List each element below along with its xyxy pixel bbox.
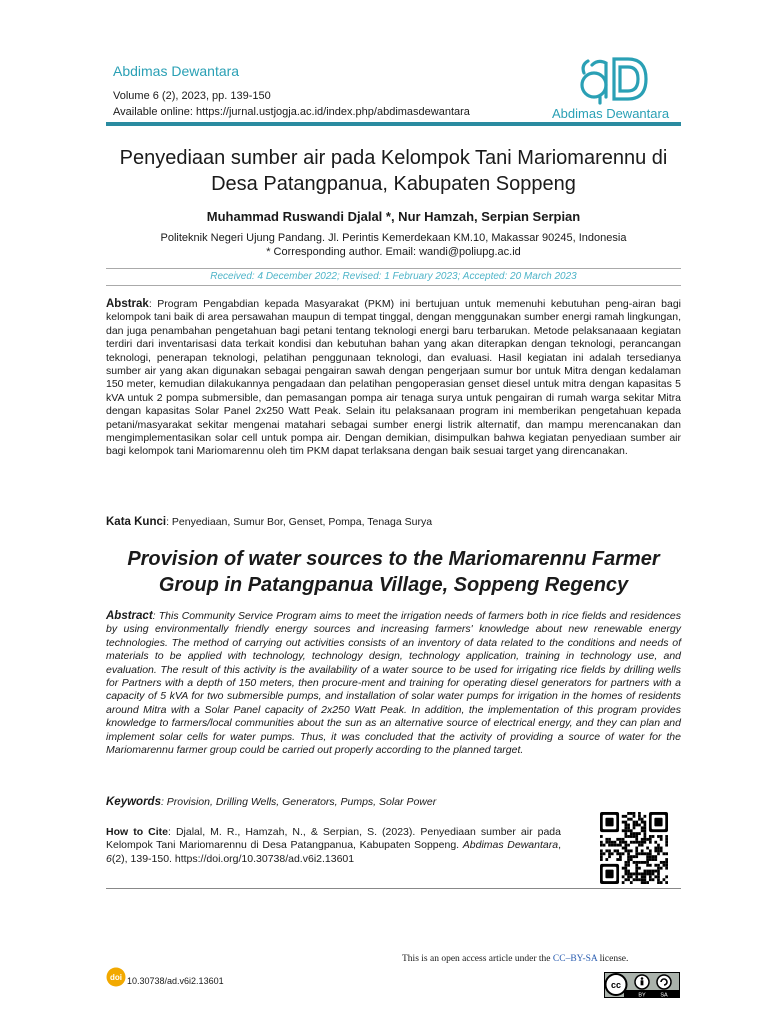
article-title-indonesian: Penyediaan sumber air pada Kelompok Tani Mariomarennu di Desa Patangpanua, Kabupaten Soppeng: [119, 147, 668, 195]
cite-label: How to Cite: [106, 826, 168, 838]
cc-sa-label: SA: [660, 992, 668, 998]
volume-line: Volume 6 (2), 2023, pp. 139-150: [113, 90, 271, 102]
license-link[interactable]: CC–BY-SA: [552, 954, 598, 964]
authors: Muhammad Ruswandi Djalal *, Nur Hamzah, Serpian Serpian: [206, 209, 581, 224]
cc-by-sa-badge-icon[interactable]: [604, 972, 680, 998]
by-person-icon: [641, 977, 644, 980]
cite-volume: 6: [106, 852, 112, 865]
affiliation: Politeknik Negeri Ujung Pandang. Jl. Perintis Kemerdekaan KM.10, Makassar 90245, Indonesia: [160, 232, 627, 244]
header-rule: [106, 122, 681, 126]
license-statement: [402, 954, 628, 964]
kata-kunci-label: Kata Kunci: [106, 516, 167, 528]
abstract-label: Abstract: [106, 610, 153, 622]
logo-text: Abdimas Dewantara: [552, 106, 670, 121]
section-divider: [106, 888, 681, 889]
journal-name: Abdimas Dewantara: [113, 63, 240, 79]
cite-journal: Abdimas Dewantara: [462, 839, 559, 852]
cite-sep: ,: [558, 839, 561, 852]
license-suffix: license.: [597, 954, 629, 964]
cc-text-icon: cc: [610, 980, 622, 990]
how-to-cite: [106, 826, 561, 866]
abstrak-label: Abstrak: [106, 298, 149, 310]
corresponding-author: * Corresponding author. Email: wandi@poliupg.ac.id: [266, 246, 521, 258]
article-title-english: Provision of water sources to the Mariomarennu Farmer Group in Patangpanua Village, Soppeng Regency: [127, 548, 660, 596]
keywords-text: : Provision, Drilling Wells, Generators, Pumps, Solar Power: [160, 796, 437, 808]
online-url[interactable]: Available online: https://jurnal.ustjogja.ac.id/index.php/abdimasdewantara: [113, 106, 470, 118]
abstrak-text: : Program Pengabdian kepada Masyarakat (PKM) ini bertujuan untuk memenuhi kebutuhan peng-airan bagi kelompok tani baik di area persawahan maupun di tempat tinggal, dengan menggunakan sumber energi ramah lingkungan, dan juga penambahan pengetahuan bagi petani tentang teknologi energi baru terbarukan. Metode pelaksanaaan kegiatan terdiri dari inventarisasi data terkait kondisi dan kebutuhan bahan yang akan diterapkan dengan teknologi, perancangan teknologi, penerapan teknologi, pelatihan penggunaan teknologi, dan evaluasi. Hasil kegiatan ini adalah tersedianya sumber air yang akan digunakan sebagai pengairan sawah dengan pengerjaan sumur bor untuk Mitra dengan kedalaman 150 meter, kemudian dilakukannya pengadaan dan pelatihan pengoperasian genset diesel untuk mitra dengan kapasitas 5 kVA untuk 2 pompa submersible, dan pemasangan pompa air tenaga surya untuk pengairan di rumah warga sekitar Mitra dengan kapasitas Solar Panel 2x250 Watt Peak. Selain itu pelaksanaan program ini memberikan pengetahuan kepada petani/masyarakat sekitar mengenai matahari sebagai sumber energi listrik alternatif, dan mampu merencanakan dan mengimplementasikan solar cell untuk pompa air. Dengan demikian, disimpulkan bahwa kegiatan penyediaan sumber air bagi kelompok tani Mariomarennu oleh tim PKM dapat terlaksana dengan baik sesuai target yang direncanakan.: [106, 298, 681, 458]
affiliation-block: [106, 231, 681, 259]
abstract-paragraph: [106, 610, 681, 757]
cite-rest[interactable]: (2), 139-150. https://doi.org/10.30738/ad.v6i2.13601: [111, 852, 355, 865]
doi-icon-label: doi: [110, 973, 122, 982]
doi-icon: [106, 967, 126, 987]
keywords-line: [106, 796, 681, 809]
abstrak-paragraph: [106, 298, 681, 459]
cite-text: : Djalal, M. R., Hamzah, N., & Serpian, S. (2023). Penyediaan sumber air pada Kelompok Tani Mariomarennu di Desa Patangpanua, Kabupaten Soppeng.: [106, 826, 561, 852]
cc-by-label: BY: [638, 992, 646, 998]
doi-text[interactable]: 10.30738/ad.v6i2.13601: [127, 976, 224, 986]
license-prefix: This is an open access article under the: [402, 954, 553, 964]
keywords-label: Keywords: [106, 796, 161, 808]
article-history: Received: 4 December 2022; Revised: 1 February 2023; Accepted: 20 March 2023: [106, 268, 681, 286]
logo-mark-icon: [582, 59, 646, 103]
kata-kunci-line: [106, 516, 681, 529]
qr-code-icon[interactable]: [600, 812, 668, 884]
kata-kunci-text: : Penyediaan, Sumur Bor, Genset, Pompa, Tenaga Surya: [166, 516, 433, 528]
abstract-text: : This Community Service Program aims to meet the irrigation needs of farmers both in rice fields and residences by using environmentally friendly energy sources and increasing farmers' knowledge about new renewable energy technologies. The method of carrying out activities consists of an inventory of data related to the conditions and needs of materials to be applied with technology, technology design, technology application, training in technology use, and evaluation. The result of this activity is the availability of a water source to be used for irrigating rice fields by drilling wells for Partners with a depth of 150 meters, then procure-ment and training for operating diesel generators for partners with a capacity of 5 kVA for two submersible pumps, and installation of solar water pumps for irrigation in the homes of residents around Mitra with a Solar Panel capacity of 2x250 Watt Peak. In addition, the implementation of this program provides knowledge to farmers/local communities about the sun as an alternative source of electrical energy, and they can plan and implement solar cells for water pumps. Thus, it was concluded that the activity of providing a source of water for the Mariomarennu farmer group could be carried out properly according to the planned target.: [106, 610, 681, 757]
